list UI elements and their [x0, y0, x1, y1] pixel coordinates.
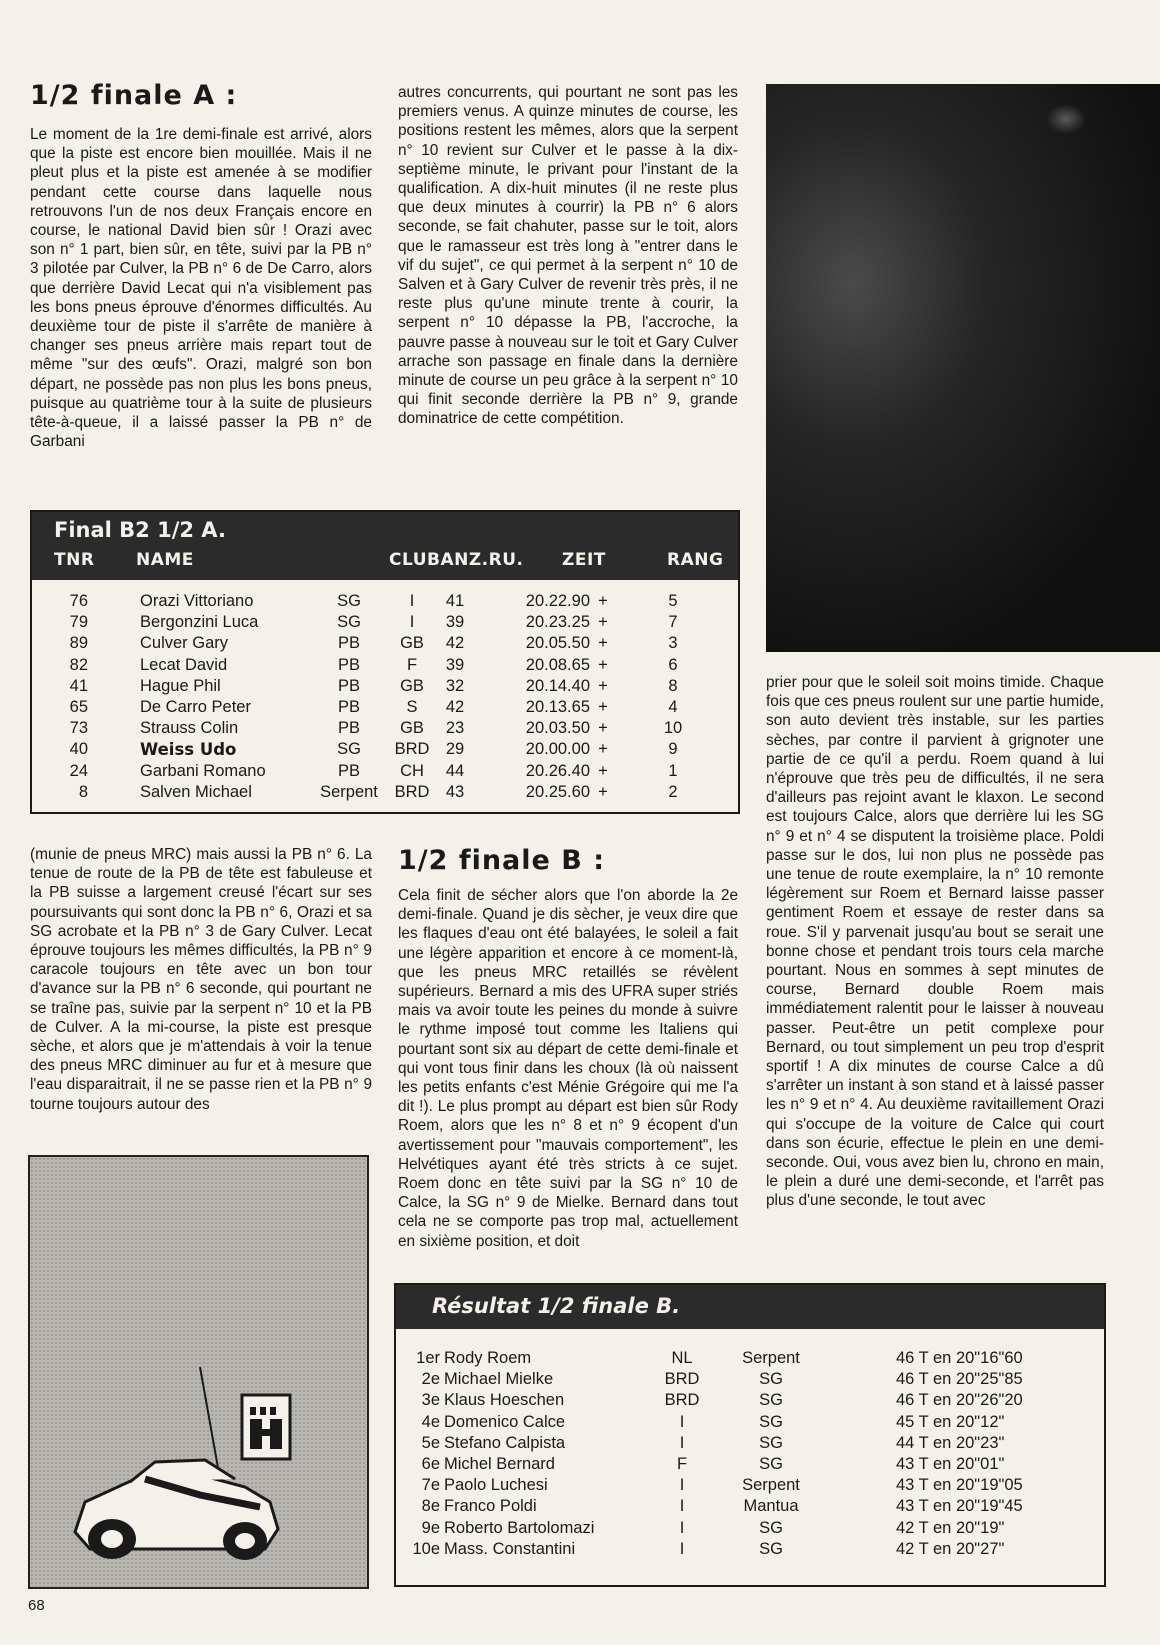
col-header-tnr: TNR	[54, 550, 95, 570]
cell-car: PB	[337, 719, 360, 738]
cell-country: F	[676, 1455, 688, 1473]
results-table-b	[394, 1283, 1106, 1587]
table-row	[396, 1391, 1104, 1412]
cell-country: CH	[400, 761, 424, 780]
col-header-rang: RANG	[667, 550, 724, 570]
cell-car: SG	[759, 1412, 783, 1431]
article-col3-mid	[766, 673, 1104, 1211]
cell-place: 1er	[416, 1349, 440, 1367]
heading-finale-a: 1/2 finale A :	[30, 80, 238, 111]
table-row	[396, 1540, 1104, 1561]
cell-country: GB	[400, 719, 424, 738]
cell-place: 8e	[421, 1497, 440, 1516]
table-row	[32, 677, 738, 698]
cell-rank: 1	[668, 761, 678, 780]
table-a-title: Final B2 1/2 A.	[54, 518, 226, 542]
cell-name: Garbani Romano	[140, 761, 266, 780]
cell-name: Michael Mielke	[444, 1370, 554, 1389]
cell-rank: 10	[663, 719, 683, 738]
cell-name: De Carro Peter	[140, 698, 251, 716]
table-row	[32, 719, 738, 740]
cell-rank: 3	[668, 634, 678, 653]
cell-time: 20.23.25	[525, 613, 590, 632]
cell-car: PB	[337, 655, 360, 674]
col-header-zeit: ZEIT	[562, 550, 606, 570]
cell-car: SG	[759, 1539, 783, 1558]
table-row	[32, 698, 738, 719]
cell-plus: +	[598, 592, 608, 610]
cell-rank: 4	[668, 698, 678, 716]
col-header-name: NAME	[136, 550, 194, 570]
cell-plus: +	[598, 719, 608, 738]
cell-name: Bergonzini Luca	[140, 613, 259, 632]
cell-place: 3e	[421, 1391, 440, 1410]
cell-place: 10e	[412, 1539, 440, 1558]
cell-laps: 43	[445, 782, 465, 801]
cell-rank: 7	[668, 613, 678, 632]
table-row	[396, 1497, 1104, 1518]
article-col2-top	[398, 83, 738, 429]
cell-tnr: 65	[69, 698, 88, 716]
cell-result: 43 T en 20"19"45	[896, 1497, 1023, 1516]
cell-place: 7e	[421, 1476, 440, 1495]
cell-result: 46 T en 20"26"20	[896, 1391, 1023, 1410]
cell-tnr: 24	[69, 761, 88, 780]
cell-laps: 44	[445, 761, 465, 780]
cell-result: 46 T en 20"25"85	[896, 1370, 1023, 1389]
cell-tnr: 40	[69, 740, 88, 759]
car-illustration	[28, 1155, 369, 1589]
cell-tnr: 73	[69, 719, 88, 738]
table-row	[396, 1370, 1104, 1391]
cell-plus: +	[598, 613, 608, 632]
table-b-header	[396, 1285, 1104, 1329]
cell-country: I	[679, 1433, 685, 1452]
cell-time: 20.22.90	[525, 592, 590, 610]
cell-time: 20.26.40	[525, 761, 590, 780]
paragraph: autres concurrents, qui pourtant ne sont pas les premiers venus. A quinze minutes de course, les positions restent les mêmes, alors que la serpent n° 10 revient sur Culver et le passe à la dix-septième minute, le privant pour l'instant de la qualification. A dix-huit minutes (il ne reste plus que deux minutes à courrir) la PB n° 6 alors seconde, se fait chahuter, passe sur le toit, alors que le ramasseur est très long à "entrer dans le vif du sujet", ce qui permet à la serpent n° 10 de Salven et à Gary Culver de revenir très près, il ne reste plus qu'une minute trente à courir, la serpent n° 10 dépasse la PB, l'accroche, la pauvre passe à nouveau sur le toit et Gary Culver arrache son passage en finale dans la dernière minute de course un peu grâce à la serpent n° 10 qui finit seconde derrière la PB n° 9, grande dominatrice de cette compétition.	[398, 84, 738, 428]
race-photo	[766, 84, 1160, 652]
team-logo-icon	[242, 1395, 290, 1459]
cell-laps: 23	[445, 719, 465, 738]
cell-name: Michel Bernard	[444, 1455, 555, 1473]
cell-time: 20.14.40	[525, 676, 590, 695]
cell-name: Culver Gary	[140, 634, 229, 653]
cell-tnr: 82	[69, 655, 88, 674]
cell-laps: 29	[445, 740, 465, 759]
cell-car: SG	[337, 592, 361, 610]
cell-country: I	[679, 1497, 685, 1516]
cell-car: Mantua	[743, 1497, 799, 1516]
cell-name: Rody Roem	[444, 1349, 532, 1367]
cell-car: Serpent	[742, 1476, 800, 1495]
results-table-a	[30, 510, 740, 814]
cell-time: 20.13.65	[525, 698, 590, 716]
cell-result: 42 T en 20"27"	[896, 1539, 1005, 1558]
cell-place: 5e	[421, 1433, 440, 1452]
table-row	[32, 613, 738, 634]
heading-finale-b: 1/2 finale B :	[398, 845, 606, 876]
cell-car: SG	[337, 613, 361, 632]
cell-place: 4e	[421, 1412, 440, 1431]
cell-name: Klaus Hoeschen	[444, 1391, 565, 1410]
table-row	[32, 592, 738, 613]
cell-laps: 32	[445, 676, 465, 695]
cell-plus: +	[598, 698, 608, 716]
cell-name: Strauss Colin	[140, 719, 239, 738]
cell-plus: +	[598, 634, 608, 653]
table-row	[396, 1434, 1104, 1455]
cell-rank: 6	[668, 655, 678, 674]
cell-name: Mass. Constantini	[444, 1539, 576, 1558]
cell-car: PB	[337, 761, 360, 780]
table-row	[32, 762, 738, 783]
cell-country: F	[406, 655, 418, 674]
cell-car: Serpent	[320, 782, 378, 801]
cell-country: I	[679, 1518, 685, 1537]
paragraph: prier pour que le soleil soit moins timide. Chaque fois que ces pneus roulent sur une partie humide, son auto devient très instable, sur les parties sèches, par contre il parvient à grignoter une partie de ce qu'il a perdu. Roem quand à lui n'éprouve que très peu de difficultés, il ne sera d'ailleurs pas rejoint avant le klaxon. Le second est toujours Calce, alors que derrière lui les SG n° 9 et n° 4 se disputent la troisième place. Poldi passe sur le dos, lui non plus ne possède pas une tenue de route exemplaire, la n° 10 remonte légèrement sur Roem et Bernard laisse passer gentiment Roem et essaye de rester dans sa roue. S'il y parvenait jusqu'au bout se serait une bonne chose et pendant trois tours cela marche pourtant. Nous en sommes à sept minutes de course, Bernard double Roem mais immédiatement ralentit pour le laisser à nouveau passer. Peut-être un petit complexe pour Bernard, ou tout simplement un peu trop d'esprit sportif ! A dix minutes de course Calce a dû s'arrêter un instant à son stand et à laissé passer les n° 9 et n° 4. Au deuxième ravitaillement Orazi qui s'occupe de la voiture de Calce qui court dans son écurie, effectue le plein en une demi-seconde. Oui, vous avez bien lu, chrono en main, le plein a duré une demi-seconde, et l'arrêt pas plus d'une seconde, le tout avec	[766, 674, 1104, 1210]
cell-time: 20.00.00	[525, 740, 590, 759]
cell-result: 44 T en 20"23"	[896, 1433, 1005, 1452]
cell-result: 43 T en 20"19"05	[896, 1476, 1023, 1495]
cell-name: Roberto Bartolomazi	[444, 1518, 595, 1537]
cell-car: SG	[759, 1518, 783, 1537]
cell-name: Franco Poldi	[444, 1497, 537, 1516]
cell-tnr: 89	[69, 634, 88, 653]
cell-laps: 39	[445, 613, 465, 632]
paragraph: Cela finit de sécher alors que l'on aborde la 2e demi-finale. Quand je dis sècher, je veux dire que les flaques d'eau ont été balayées, le soleil a fait une légère apparition et encore à ce moment-là, que les pneus MRC retaillés se révèlent supérieurs. Bernard a mis des UFRA super striés mais va avoir toute les peines du monde à suivre le rythme imposé tout comme les Italiens qui pourtant sont six au départ de cette demi-finale et qui vont tous finir dans les choux (là où naissent les petits enfants c'est Ménie Grégoire qui me l'a dit !). Le plus prompt au départ est bien sûr Rody Roem, alors que les n° 8 et n° 9 écopent d'un avertissement pour "mauvais comportement", les Helvétiques ayant été très stricts à ce sujet. Roem donc en tête suivi par la SG n° 10 de Calce, la SG n° 9 de Mielke. Bernard dans tout cela ne se comporte pas trop mal, actuellement en sixième position, et doit	[398, 887, 738, 1250]
race-car-drawing-icon	[30, 1157, 367, 1587]
cell-country: NL	[671, 1349, 693, 1367]
cell-country: BRD	[394, 740, 430, 759]
cell-plus: +	[598, 761, 608, 780]
cell-country: I	[409, 592, 415, 610]
cell-plus: +	[598, 782, 608, 801]
cell-laps: 42	[445, 698, 465, 716]
cell-name: Stefano Calpista	[444, 1433, 566, 1452]
cell-car: SG	[759, 1391, 783, 1410]
cell-country: S	[406, 698, 418, 716]
table-row	[396, 1519, 1104, 1540]
cell-country: I	[679, 1539, 685, 1558]
table-row	[32, 740, 738, 761]
table-row	[32, 783, 738, 804]
car-silhouette-icon	[75, 1460, 278, 1560]
cell-country: BRD	[664, 1370, 700, 1389]
table-a-header	[32, 512, 738, 580]
cell-rank: 9	[668, 740, 678, 759]
cell-name: Paolo Luchesi	[444, 1476, 548, 1495]
table-row	[396, 1455, 1104, 1476]
cell-name: Hague Phil	[140, 676, 221, 695]
cell-laps: 41	[445, 592, 465, 610]
cell-car: Serpent	[742, 1349, 800, 1367]
paragraph: (munie de pneus MRC) mais aussi la PB n° 6. La tenue de route de la PB de tête est fabuleuse et la PB suisse a largement creusé l'écart sur ses poursuivants qui sont donc la PB n° 6, Orazi et sa SG acrobate et la PB n° 3 de Gary Culver. Lecat éprouve toujours les mêmes difficultés, la PB n° 9 caracole toujours en tête avec un bon tour d'avance sur la PB n° 6 seconde, qui pourtant ne se traîne pas, suivie par la serpent n° 10 et la PB de Culver. A la mi-course, la piste est presque sèche, et alors que je m'attendais à voir la tenue des pneus MRC diminuer au fur et à mesure que l'eau disparaitrait, il ne se passe rien et la PB n° 9 tourne toujours autour des	[30, 846, 372, 1113]
table-b-body	[396, 1349, 1104, 1574]
cell-country: BRD	[394, 782, 430, 801]
page-number: 68	[28, 1597, 45, 1614]
cell-car: PB	[337, 634, 360, 653]
cell-name: Domenico Calce	[444, 1412, 566, 1431]
table-row	[32, 656, 738, 677]
cell-country: I	[409, 613, 415, 632]
cell-tnr: 79	[69, 613, 88, 632]
cell-time: 20.08.65	[525, 655, 590, 674]
cell-result: 42 T en 20"19"	[896, 1518, 1005, 1537]
cell-car: SG	[759, 1433, 783, 1452]
cell-plus: +	[598, 740, 608, 759]
cell-time: 20.03.50	[525, 719, 590, 738]
article-col2-mid	[398, 886, 738, 1251]
cell-car: PB	[337, 676, 360, 695]
cell-place: 6e	[421, 1455, 440, 1473]
cell-tnr: 41	[69, 676, 88, 695]
table-row	[32, 634, 738, 655]
cell-tnr: 8	[78, 782, 88, 801]
cell-car: SG	[759, 1370, 783, 1389]
cell-plus: +	[598, 676, 608, 695]
article-col1-top	[30, 125, 372, 451]
cell-result: 45 T en 20"12"	[896, 1412, 1005, 1431]
cell-tnr: 76	[69, 592, 88, 610]
cell-time: 20.25.60	[525, 782, 590, 801]
cell-car: PB	[337, 698, 360, 716]
cell-rank: 5	[668, 592, 678, 610]
cell-country: BRD	[664, 1391, 700, 1410]
table-b-title: Résultat 1/2 finale B.	[432, 1294, 681, 1318]
cell-name: Weiss Udo	[140, 740, 237, 760]
col-header-club: CLUBANZ.RU.	[389, 550, 524, 570]
cell-country: GB	[400, 676, 424, 695]
cell-place: 2e	[421, 1370, 440, 1389]
cell-plus: +	[598, 655, 608, 674]
cell-car: SG	[759, 1455, 783, 1473]
cell-country: I	[679, 1476, 685, 1495]
article-col1-mid	[30, 845, 372, 1114]
cell-result: 46 T en 20"16"60	[896, 1349, 1023, 1367]
cell-name: Salven Michael	[140, 782, 252, 801]
cell-rank: 2	[668, 782, 678, 801]
cell-name: Orazi Vittoriano	[140, 592, 254, 610]
cell-time: 20.05.50	[525, 634, 590, 653]
cell-car: SG	[337, 740, 361, 759]
cell-name: Lecat David	[140, 655, 228, 674]
table-a-body	[32, 592, 738, 807]
table-row	[396, 1476, 1104, 1497]
cell-result: 43 T en 20"01"	[896, 1455, 1005, 1473]
paragraph: Le moment de la 1re demi-finale est arrivé, alors que la piste est encore bien mouillée. Mais il ne pleut plus et la piste est amenée à se modifier pendant cette course dans laquelle nous retrouvons l'un de nos deux Français encore en course, le national David bien sûr ! Orazi avec son n° 1 part, bien sûr, en tête, suivi par la PB n° 3 pilotée par Culver, la PB n° 6 de De Carro, alors que derrière David Lecat qui n'a visiblement pas les bons pneus éprouve d'énormes difficultés. Au deuxième tour de piste il s'arrête de manière à changer ses pneus arrière mais repart tout de même "sur des œufs". Orazi, malgré son bon départ, ne possède pas non plus les bons pneus, puisque au quatrième tour à la suite de plusieurs tête-à-queue, il a laissé passer la PB n° de Garbani	[30, 126, 372, 451]
cell-country: GB	[400, 634, 424, 653]
table-row	[396, 1413, 1104, 1434]
cell-country: I	[679, 1412, 685, 1431]
cell-rank: 8	[668, 676, 678, 695]
cell-laps: 39	[445, 655, 465, 674]
table-row	[396, 1349, 1104, 1370]
cell-laps: 42	[445, 634, 465, 653]
cell-place: 9e	[421, 1518, 440, 1537]
